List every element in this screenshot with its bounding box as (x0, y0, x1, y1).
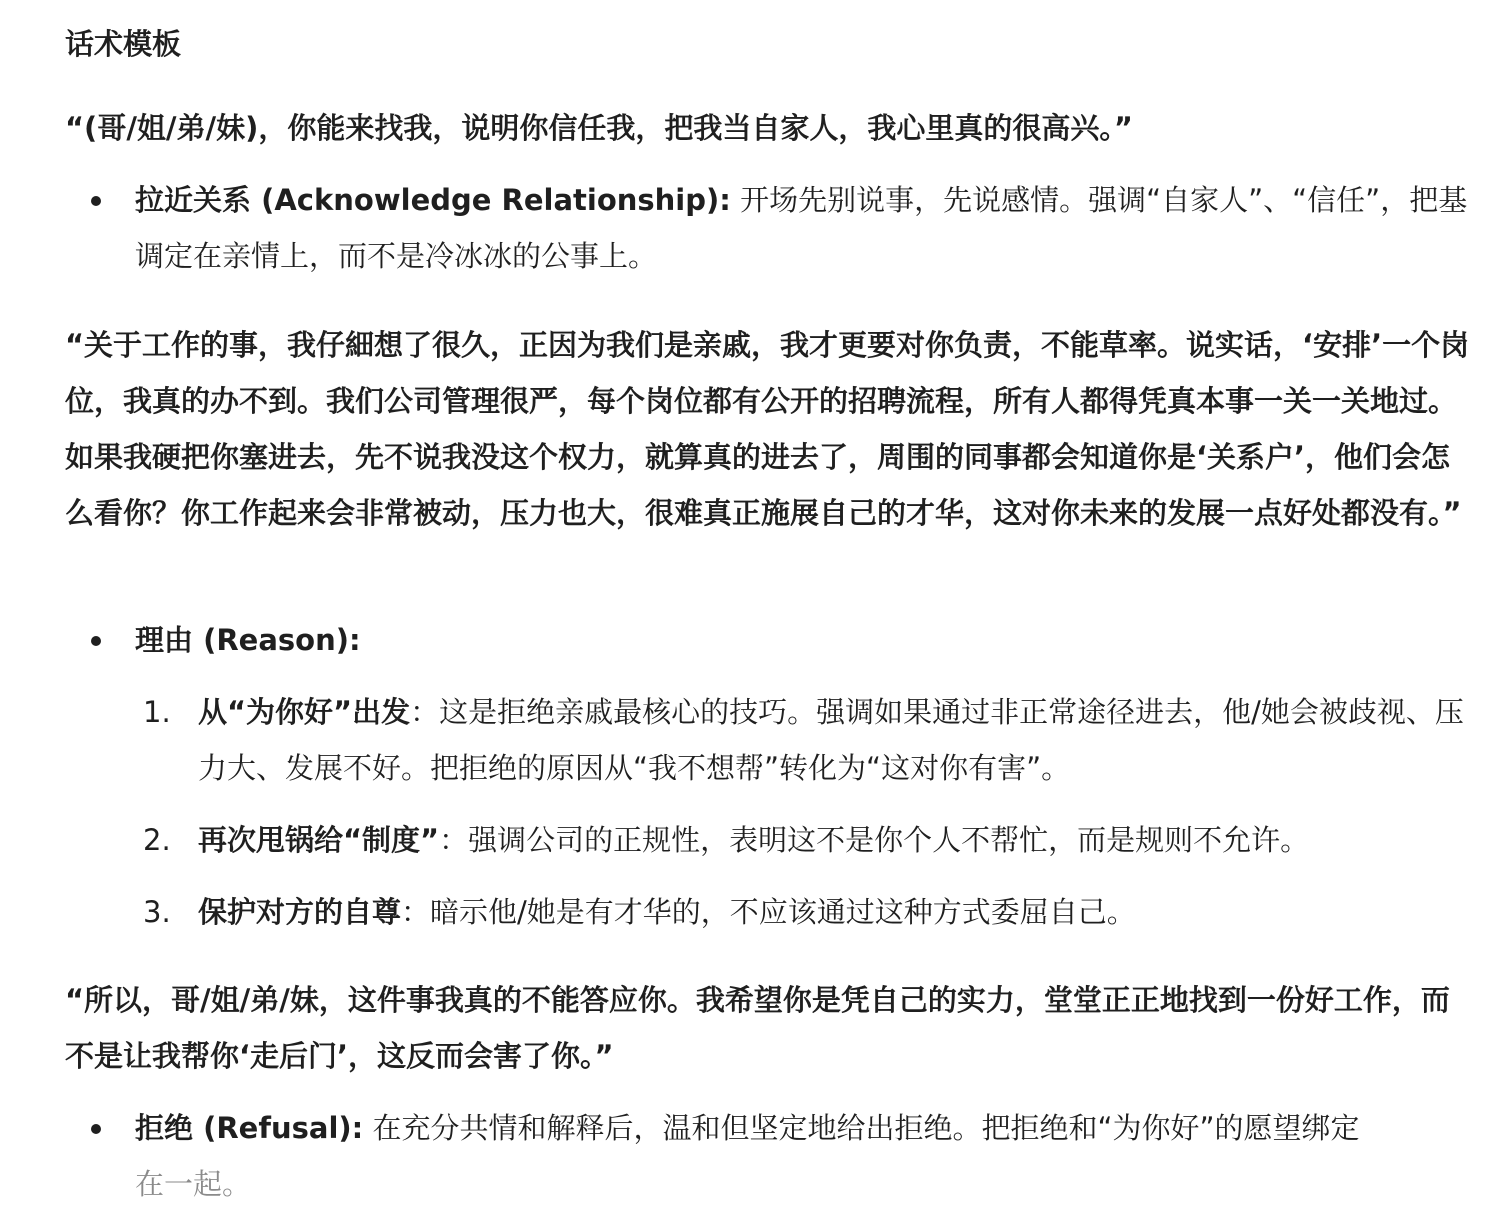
bullet-description: 开场先别说事，先说感情。强调“自家人”、“信任”，把基调定在亲情上，而不是冷冰冰的公事上。 (135, 183, 1468, 273)
list-item-description: ：这是拒绝亲戚最核心的技巧。强调如果通过非正常途径进去，他/她会被歧视、压力大、发展不好。把拒绝的原因从“我不想帮”转化为“这对你有害”。 (198, 695, 1464, 785)
bullet-dot-icon (91, 196, 101, 206)
numbered-item-1 (143, 684, 1475, 796)
script-quote-refusal: “所以，哥/姐/弟/妹，这件事我真的不能答应你。我希望你是凭自己的实力，堂堂正正地找到一份好工作，而不是让我帮你‘走后门’，这反而会害了你。” (65, 983, 1450, 1073)
list-number: 1. (143, 695, 171, 729)
bullet-description-faded: 在一起。 (135, 1167, 252, 1201)
script-quote-opening: “(哥/姐/弟/妹)，你能来找我，说明你信任我，把我当自家人，我心里真的很高兴。” (65, 111, 1133, 145)
list-number: 2. (143, 823, 171, 857)
section-heading: 话术模板 (65, 27, 182, 61)
bullet-dot-icon (91, 636, 101, 646)
script-quote-explanation: “关于工作的事，我仔細想了很久，正因为我们是亲戚，我才更要对你负责，不能草率。说实话，‘安排’一个岗位，我真的办不到。我们公司管理很严，每个岗位都有公开的招聘流程，所有人都得凭真本事一关一关地过。如果我硬把你塞进去，先不说我没这个权力，就算真的进去了，周围的同事都会知道你是‘关系户’，他们会怎么看你？你工作起来会非常被动，压力也大，很难真正施展自己的才华，这对你未来的发展一点好处都没有。” (65, 328, 1470, 530)
list-item-description: ：暗示他/她是有才华的，不应该通过这种方式委屈自己。 (401, 895, 1136, 929)
bullet-term: 理由 (Reason): (135, 623, 361, 657)
bullet-dot-icon (91, 1124, 101, 1134)
list-item-term: 保护对方的自尊 (198, 895, 402, 929)
bullet-item-refusal (135, 1100, 1475, 1212)
bullet-description: 在充分共情和解释后，温和但坚定地给出拒绝。把拒绝和“为你好”的愿望绑定 (363, 1111, 1360, 1145)
list-number: 3. (143, 895, 171, 929)
bullet-term: 拒绝 (Refusal): (135, 1111, 364, 1145)
numbered-item-2 (143, 812, 1475, 868)
list-item-term: 再次甩锅给“制度” (198, 823, 440, 857)
list-item-term: 从“为你好”出发 (198, 695, 411, 729)
bullet-term: 拉近关系 (Acknowledge Relationship): (135, 183, 731, 217)
numbered-item-3 (143, 884, 1475, 940)
list-item-description: ：强调公司的正规性，表明这不是你个人不帮忙，而是规则不允许。 (439, 823, 1310, 857)
bullet-item-reason (135, 612, 1475, 668)
bullet-item-relationship (135, 172, 1475, 284)
